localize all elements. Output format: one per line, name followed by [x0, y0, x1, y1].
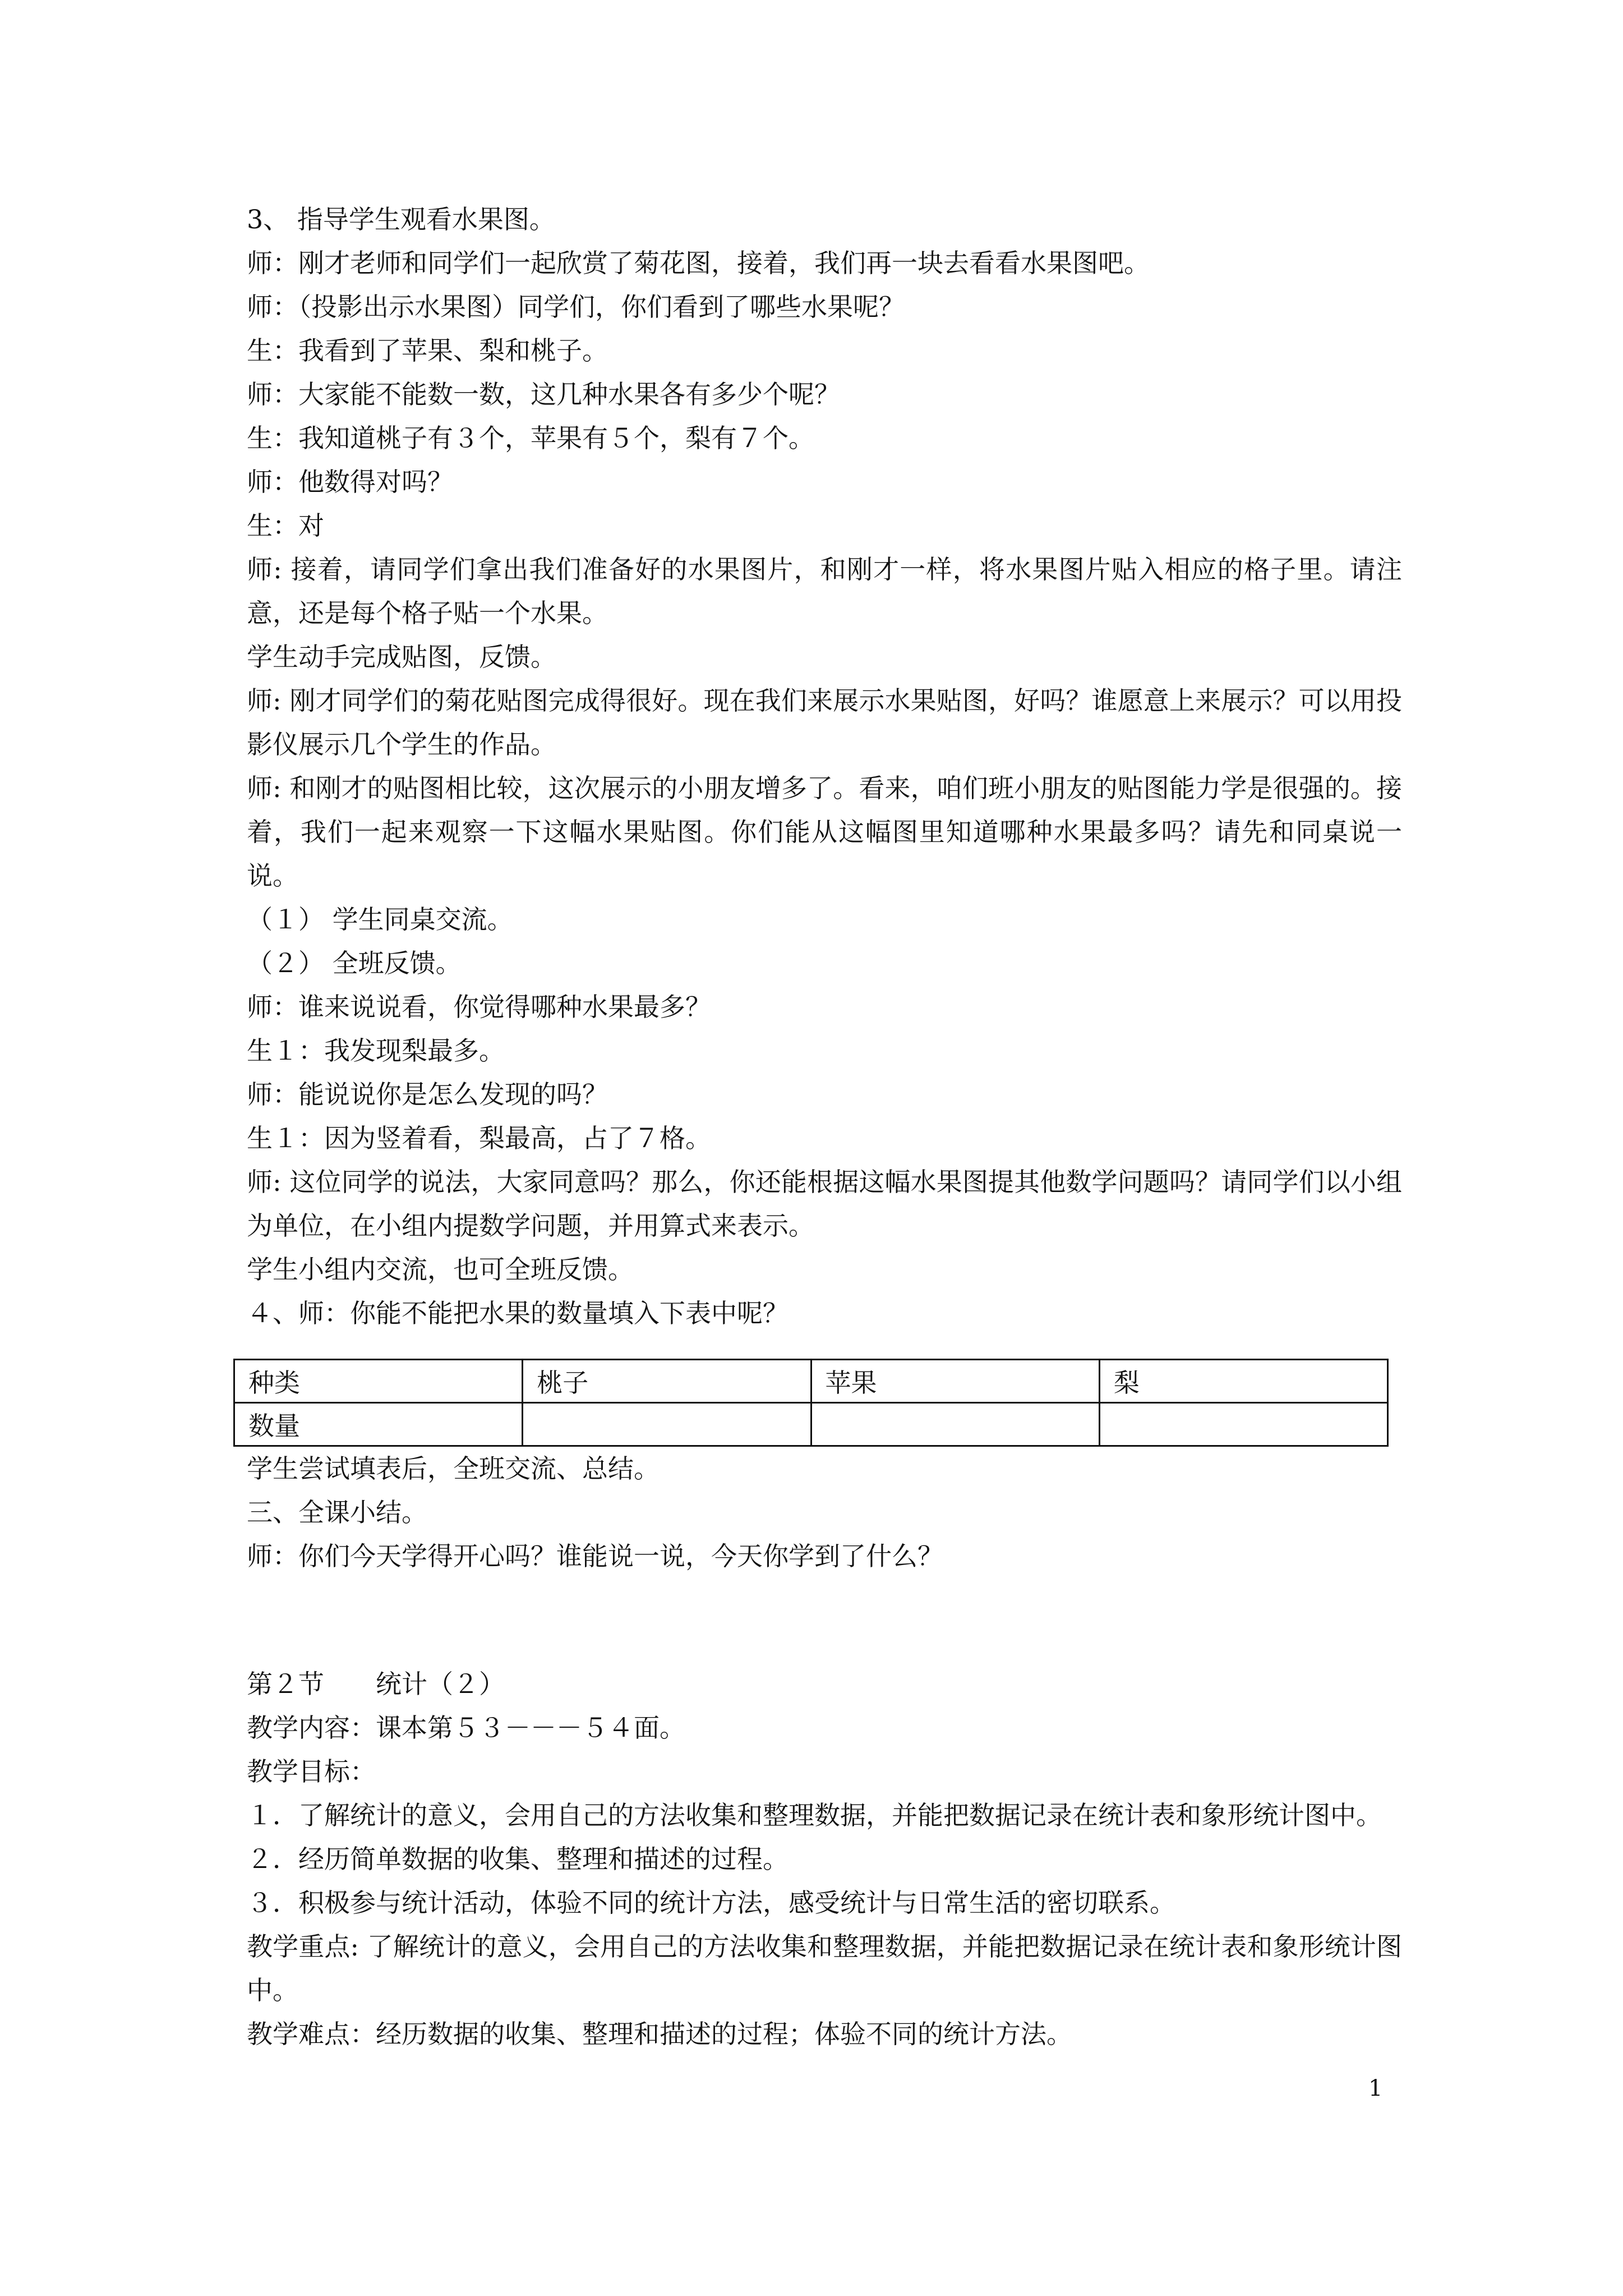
goal-item: ３．积极参与统计活动，体验不同的统计方法，感受统计与日常生活的密切联系。	[247, 1888, 1175, 1918]
dialogue-paragraph: 师: 这位同学的说法，大家同意吗？那么，你还能根据这幅水果图提其他数学问题吗？请同学们以小组为单位，在小组内提数学问题，并用算式来表示。	[247, 1167, 1402, 1241]
dialogue-line: 师：你们今天学得开心吗？谁能说一说，今天你学到了什么？	[247, 1541, 943, 1571]
table-cell: 种类	[234, 1360, 523, 1403]
table-row	[234, 1403, 1388, 1446]
list-item: （２） 全班反馈。	[247, 948, 462, 978]
table-cell: 苹果	[811, 1360, 1099, 1403]
dialogue-paragraph: 师: 接着，请同学们拿出我们准备好的水果图片，和刚才一样，将水果图片贴入相应的格子里。请注意，还是每个格子贴一个水果。	[247, 554, 1402, 628]
dialogue-line: 生１：因为竖着看，梨最高，占了７格。	[247, 1123, 711, 1153]
page-number: 1	[1368, 2076, 1383, 2101]
dialogue-line: 师：能说说你是怎么发现的吗？	[247, 1079, 608, 1110]
goal-item: ２．经历简单数据的收集、整理和描述的过程。	[247, 1844, 789, 1874]
dialogue-line: 学生尝试填表后，全班交流、总结。	[247, 1453, 660, 1484]
table-row	[234, 1360, 1388, 1403]
step-3-heading: 3、 指导学生观看水果图。	[247, 204, 555, 234]
lesson-title: 第２节 统计（２）	[247, 1669, 505, 1699]
lesson-goals-label: 教学目标：	[247, 1756, 376, 1787]
step-4-heading: ４、师：你能不能把水果的数量填入下表中呢？	[247, 1298, 789, 1328]
dialogue-line: 生：对	[247, 510, 324, 541]
table-cell: 数量	[234, 1403, 523, 1446]
difficulty: 教学难点：经历数据的收集、整理和描述的过程；体验不同的统计方法。	[247, 2019, 1072, 2049]
lesson-content: 教学内容：课本第５３－－－５４面。	[247, 1713, 685, 1743]
table-cell: 桃子	[523, 1360, 811, 1403]
section-heading: 三、全课小结。	[247, 1497, 427, 1527]
table-cell	[811, 1403, 1099, 1446]
dialogue-line: 师：谁来说说看，你觉得哪种水果最多？	[247, 992, 711, 1022]
dialogue-line: 师：（投影出示水果图）同学们，你们看到了哪些水果呢？	[247, 292, 905, 322]
dialogue-line: 学生动手完成贴图，反馈。	[247, 642, 556, 672]
table-cell: 梨	[1099, 1360, 1387, 1403]
dialogue-line: 学生小组内交流，也可全班反馈。	[247, 1254, 634, 1285]
dialogue-line: 师：大家能不能数一数，这几种水果各有多少个呢？	[247, 379, 840, 409]
dialogue-line: 师：他数得对吗？	[247, 467, 453, 497]
goal-item: １．了解统计的意义，会用自己的方法收集和整理数据，并能把数据记录在统计表和象形统计图中。	[247, 1800, 1382, 1830]
dialogue-paragraph: 师: 和刚才的贴图相比较，这次展示的小朋友增多了。看来，咱们班小朋友的贴图能力学是很强的。接着，我们一起来观察一下这幅水果贴图。你们能从这幅图里知道哪种水果最多吗？请先和同桌说一说。	[247, 773, 1402, 891]
dialogue-line: 生：我知道桃子有３个，苹果有５个，梨有７个。	[247, 423, 814, 453]
dialogue-line: 师：刚才老师和同学们一起欣赏了菊花图，接着，我们再一块去看看水果图吧。	[247, 248, 1150, 278]
fruit-count-table	[233, 1359, 1389, 1447]
list-item: （１） 学生同桌交流。	[247, 904, 513, 935]
page-content	[247, 197, 1402, 2056]
spacer	[247, 1578, 1402, 1662]
table-cell	[1099, 1403, 1387, 1446]
dialogue-line: 生：我看到了苹果、梨和桃子。	[247, 335, 608, 366]
table-cell	[523, 1403, 811, 1446]
dialogue-line: 生１：我发现梨最多。	[247, 1036, 505, 1066]
dialogue-paragraph: 师: 刚才同学们的菊花贴图完成得很好。现在我们来展示水果贴图，好吗？谁愿意上来展示？可以用投影仪展示几个学生的作品。	[247, 685, 1402, 760]
key-point: 教学重点: 了解统计的意义，会用自己的方法收集和整理数据，并能把数据记录在统计表和象形统计图中。	[247, 1931, 1402, 2005]
